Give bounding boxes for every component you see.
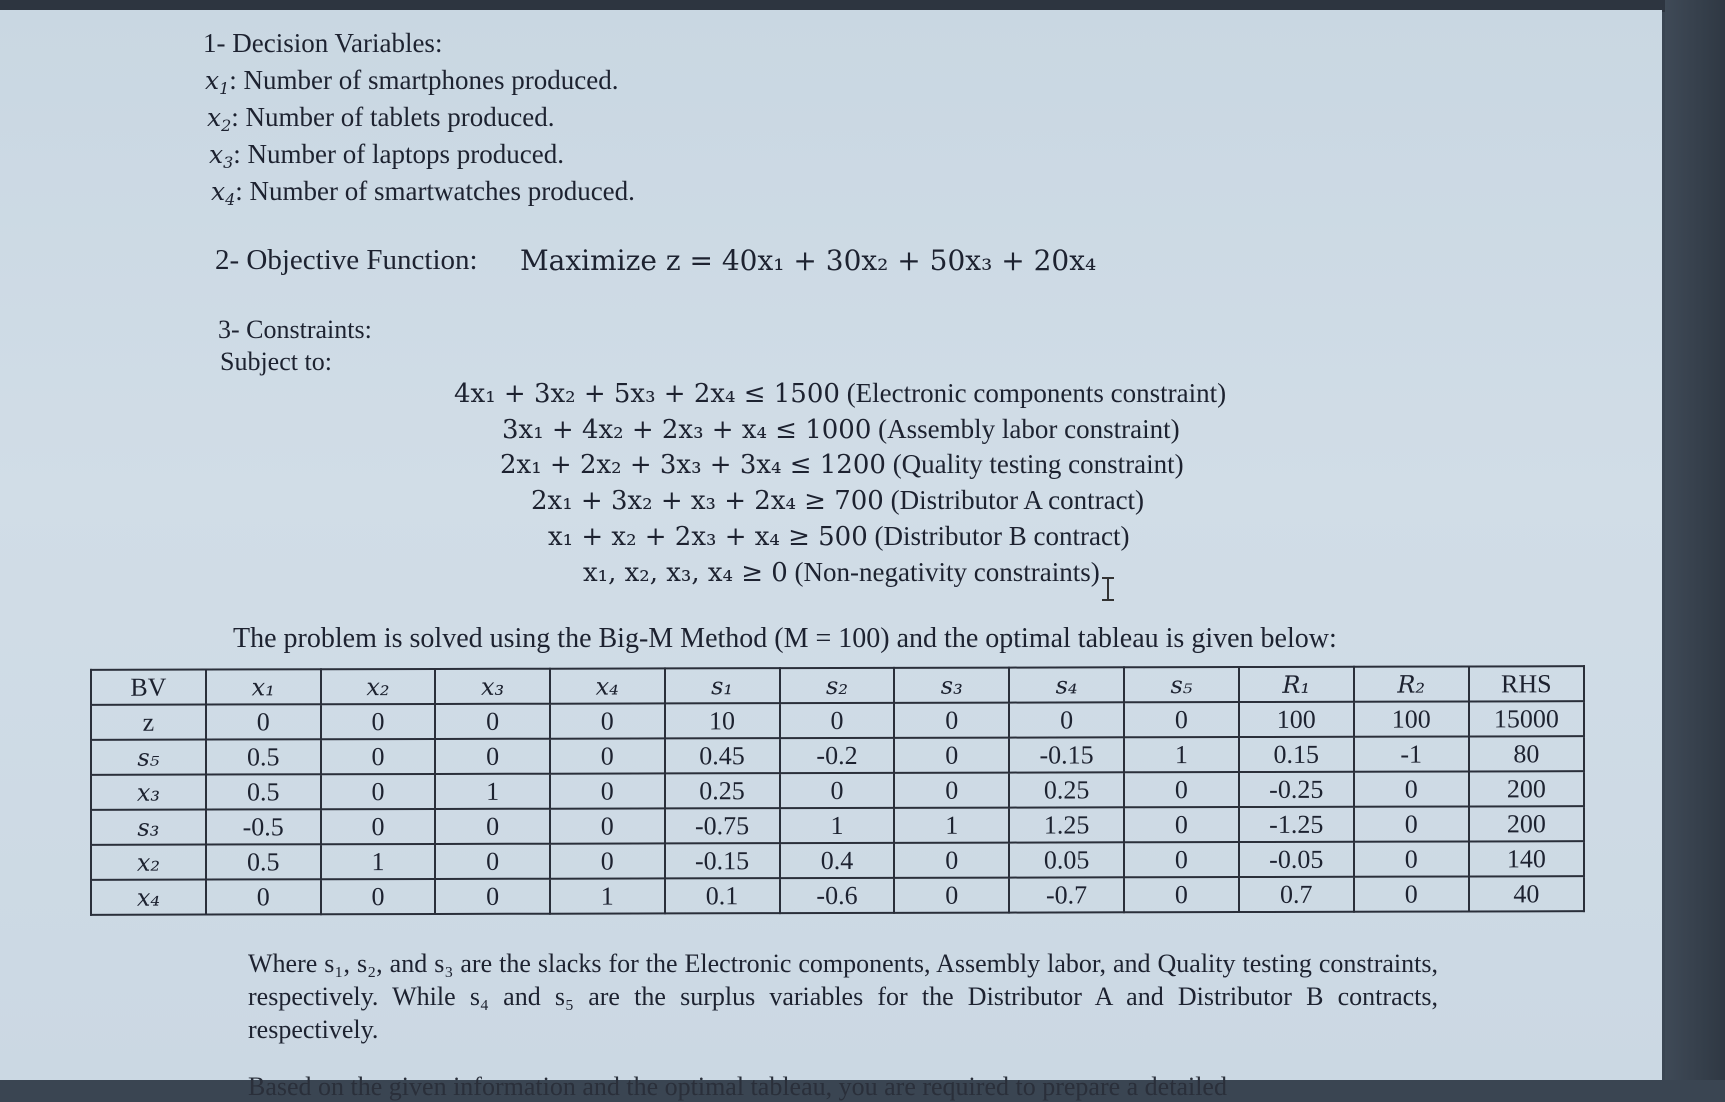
- table-cell: 0: [1354, 841, 1469, 876]
- table-cell: -0.15: [1009, 737, 1124, 772]
- table-cell: 0: [1124, 807, 1239, 842]
- table-cell: 0: [894, 773, 1009, 808]
- header-s5: s₅: [1124, 667, 1239, 702]
- table-cell: 0: [894, 703, 1009, 738]
- constraint-expression: x₁ + x₂ + 2x₃ + x₄ ≥ 500: [548, 522, 868, 552]
- subject-to-label: Subject to:: [220, 347, 332, 376]
- bv-cell: x₃: [91, 775, 206, 810]
- bv-cell: x₄: [91, 880, 206, 915]
- header-bv: BV: [91, 670, 206, 705]
- table-cell: 0: [894, 738, 1009, 773]
- table-cell: 1: [435, 774, 550, 809]
- objective-function-heading: 2- Objective Function:: [215, 244, 478, 276]
- table-cell: 0: [894, 878, 1009, 913]
- screen-right-bezel: [1665, 0, 1725, 1080]
- table-cell: 10: [665, 703, 780, 738]
- variable-description: : Number of smartwatches produced.: [235, 176, 635, 206]
- table-cell: 80: [1469, 736, 1584, 771]
- constraint-expression: 2x₁ + 2x₂ + 3x₃ + 3x₄ ≤ 1200: [500, 450, 886, 480]
- table-row: [91, 701, 1584, 740]
- table-cell: 0: [1354, 771, 1469, 806]
- table-cell: 1: [894, 808, 1009, 843]
- table-cell: 0.25: [1009, 772, 1124, 807]
- table-cell: 100: [1354, 701, 1469, 736]
- constraints-heading: 3- Constraints:: [218, 315, 372, 344]
- table-cell: 0: [321, 704, 436, 739]
- table-cell: 15000: [1469, 701, 1584, 736]
- optimal-tableau: [90, 665, 1585, 916]
- variable-symbol: $x_4$: [211, 177, 236, 209]
- table-cell: 0: [1124, 702, 1239, 737]
- header-x3: x₃: [435, 669, 550, 704]
- table-cell: 0: [206, 704, 321, 739]
- constraint-row: [454, 378, 1226, 409]
- variable-symbol: $x_2$: [207, 103, 232, 135]
- table-cell: 1: [550, 878, 665, 913]
- table-cell: 0.45: [665, 738, 780, 773]
- cutoff-paragraph: Based on the given information and the optimal tableau, you are required to prepare a detailed: [248, 1072, 1227, 1101]
- variable-description: : Number of tablets produced.: [231, 102, 555, 132]
- bv-cell: s₅: [91, 740, 206, 775]
- header-x2: x₂: [321, 669, 436, 704]
- table-cell: 0: [206, 879, 321, 914]
- table-cell: -0.15: [665, 843, 780, 878]
- table-cell: 0: [435, 809, 550, 844]
- bv-cell: x₂: [91, 845, 206, 880]
- variable-description: : Number of smartphones produced.: [229, 65, 619, 95]
- table-cell: 0: [321, 809, 436, 844]
- table-cell: 0: [1124, 772, 1239, 807]
- table-cell: 100: [1239, 702, 1354, 737]
- table-cell: 1: [321, 844, 436, 879]
- table-cell: 0.5: [206, 739, 321, 774]
- table-cell: 0.5: [206, 844, 321, 879]
- table-cell: 0: [321, 774, 436, 809]
- table-cell: -0.2: [780, 738, 895, 773]
- table-cell: 0.25: [665, 773, 780, 808]
- table-cell: 0: [435, 704, 550, 739]
- header-r2: R₂: [1354, 666, 1469, 701]
- table-cell: -0.05: [1239, 842, 1354, 877]
- constraint-expression: 4x₁ + 3x₂ + 5x₃ + 2x₄ ≤ 1500: [454, 379, 840, 409]
- table-cell: 40: [1469, 876, 1584, 911]
- header-x1: x₁: [206, 669, 321, 704]
- table-cell: 0: [435, 739, 550, 774]
- table-cell: -1.25: [1239, 807, 1354, 842]
- constraint-label: (Assembly labor constraint): [871, 414, 1180, 444]
- table-cell: 200: [1469, 806, 1584, 841]
- header-rhs: RHS: [1469, 666, 1584, 701]
- decision-variable-item: [211, 176, 635, 209]
- table-cell: 0.1: [665, 878, 780, 913]
- table-cell: 0.15: [1239, 737, 1354, 772]
- table-cell: 0.7: [1239, 877, 1354, 912]
- table-cell: 0: [321, 879, 436, 914]
- table-cell: 0: [1009, 702, 1124, 737]
- table-cell: 0: [1124, 877, 1239, 912]
- decision-variable-item: [207, 102, 554, 135]
- header-s3: s₃: [894, 668, 1009, 703]
- table-cell: 0: [321, 739, 436, 774]
- bv-cell: s₃: [91, 810, 206, 845]
- table-cell: 0.5: [206, 774, 321, 809]
- header-s4: s₄: [1009, 667, 1124, 702]
- table-cell: -0.5: [206, 809, 321, 844]
- text-cursor-icon: [1107, 577, 1109, 601]
- document-page: [0, 10, 1662, 1101]
- constraint-label: (Quality testing constraint): [885, 449, 1184, 479]
- table-cell: 0: [550, 843, 665, 878]
- table-cell: 1: [1124, 737, 1239, 772]
- table-cell: 0.05: [1009, 842, 1124, 877]
- table-row: [91, 771, 1584, 810]
- decision-variables-heading: 1- Decision Variables:: [203, 28, 443, 58]
- table-cell: 140: [1469, 841, 1584, 876]
- table-cell: 0: [435, 879, 550, 914]
- slack-surplus-note: Where s₁, s₂, and s₃ are the slacks for the Electronic components, Assembly labor, and Quality testing constraints, respectively. While s₄ and s₅ are the surplus variables for the Distributor A and Distributor B contracts, respectively.: [248, 949, 1438, 1044]
- table-cell: 0: [780, 773, 895, 808]
- objective-function: Maximize z = 40x₁ + 30x₂ + 50x₃ + 20x₄: [520, 244, 1097, 277]
- table-cell: 1: [780, 808, 895, 843]
- table-cell: 0: [550, 773, 665, 808]
- constraint-expression: 2x₁ + 3x₂ + x₃ + 2x₄ ≥ 700: [531, 486, 884, 516]
- header-s1: s₁: [665, 668, 780, 703]
- decision-variable-item: [205, 65, 618, 98]
- variable-symbol: $x_1$: [205, 66, 230, 98]
- table-cell: -0.25: [1239, 772, 1354, 807]
- table-cell: 0.4: [780, 843, 895, 878]
- constraint-label: (Electronic components constraint): [839, 378, 1227, 408]
- table-cell: -0.75: [665, 808, 780, 843]
- table-row: [91, 876, 1584, 915]
- constraint-row: [531, 485, 1144, 516]
- tableau-intro: The problem is solved using the Big-M Method (M = 100) and the optimal tableau is given below:: [233, 623, 1337, 654]
- header-r1: R₁: [1239, 667, 1354, 702]
- decision-variable-item: [209, 139, 564, 172]
- table-cell: 0: [550, 738, 665, 773]
- table-cell: -0.6: [780, 878, 895, 913]
- constraint-label: (Non-negativity constraints): [787, 557, 1100, 587]
- table-cell: 1.25: [1009, 807, 1124, 842]
- bv-cell: z: [91, 705, 206, 740]
- table-cell: 0: [1124, 842, 1239, 877]
- constraint-label: (Distributor A contract): [883, 485, 1145, 515]
- table-cell: 0: [894, 843, 1009, 878]
- table-cell: 0: [435, 844, 550, 879]
- table-cell: -1: [1354, 736, 1469, 771]
- constraint-row: [500, 449, 1184, 480]
- constraint-row: [502, 414, 1180, 445]
- table-row: [91, 736, 1584, 775]
- table-cell: 0: [550, 808, 665, 843]
- constraint-row: [583, 557, 1100, 588]
- table-row: [91, 806, 1584, 845]
- constraint-row: [548, 521, 1129, 552]
- table-cell: 0: [1354, 806, 1469, 841]
- constraint-expression: x₁, x₂, x₃, x₄ ≥ 0: [583, 558, 788, 588]
- variable-symbol: $x_3$: [209, 140, 234, 172]
- table-row: [91, 841, 1584, 880]
- table-cell: 0: [550, 703, 665, 738]
- table-cell: 0: [1354, 876, 1469, 911]
- constraint-label: (Distributor B contract): [867, 521, 1130, 551]
- header-s2: s₂: [780, 668, 895, 703]
- table-cell: -0.7: [1009, 877, 1124, 912]
- tableau-header-row: [91, 666, 1584, 705]
- variable-description: : Number of laptops produced.: [233, 139, 564, 169]
- constraint-expression: 3x₁ + 4x₂ + 2x₃ + x₄ ≤ 1000: [502, 415, 872, 445]
- table-cell: 0: [780, 703, 895, 738]
- header-x4: x₄: [550, 668, 665, 703]
- table-cell: 200: [1469, 771, 1584, 806]
